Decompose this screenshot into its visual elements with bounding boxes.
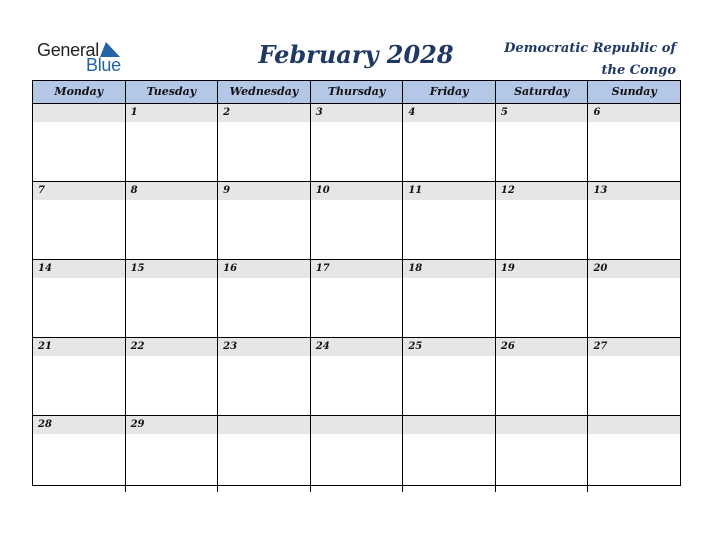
day-cell[interactable] [33, 338, 125, 415]
week-row-1 [33, 104, 680, 182]
day-number [311, 416, 403, 434]
day-cell[interactable] [402, 260, 495, 337]
day-number [403, 416, 495, 434]
day-number: 4 [403, 104, 495, 122]
day-cell[interactable] [402, 338, 495, 415]
day-cell[interactable] [587, 416, 680, 492]
day-cell[interactable] [587, 104, 680, 181]
day-cell[interactable] [125, 416, 218, 492]
weekday-sunday: Sunday [587, 81, 680, 103]
day-number: 18 [403, 260, 495, 278]
day-cell[interactable] [495, 338, 588, 415]
day-number [33, 104, 125, 122]
day-cell[interactable] [310, 338, 403, 415]
week-row-5 [33, 416, 680, 492]
day-cell[interactable] [402, 182, 495, 259]
day-number: 25 [403, 338, 495, 356]
day-number: 22 [126, 338, 218, 356]
day-number [496, 416, 588, 434]
day-cell[interactable] [587, 260, 680, 337]
day-number: 10 [311, 182, 403, 200]
weekday-thursday: Thursday [310, 81, 403, 103]
day-cell[interactable] [217, 416, 310, 492]
calendar-title: February 2028 [258, 40, 454, 69]
day-number: 28 [33, 416, 125, 434]
day-number: 14 [33, 260, 125, 278]
day-number [588, 416, 680, 434]
day-cell[interactable] [495, 182, 588, 259]
day-cell[interactable] [125, 182, 218, 259]
weekday-header-row [33, 81, 680, 104]
day-number: 27 [588, 338, 680, 356]
calendar-grid [32, 80, 681, 486]
weekday-wednesday: Wednesday [217, 81, 310, 103]
day-cell[interactable] [33, 260, 125, 337]
day-cell[interactable] [33, 182, 125, 259]
day-cell[interactable] [217, 338, 310, 415]
day-number: 2 [218, 104, 310, 122]
country-line-1: Democratic Republic of [504, 41, 676, 56]
day-number: 7 [33, 182, 125, 200]
day-number: 15 [126, 260, 218, 278]
day-number: 9 [218, 182, 310, 200]
day-cell[interactable] [125, 104, 218, 181]
day-number: 6 [588, 104, 680, 122]
day-cell[interactable] [495, 416, 588, 492]
day-cell[interactable] [402, 104, 495, 181]
day-number: 5 [496, 104, 588, 122]
day-number: 17 [311, 260, 403, 278]
week-row-4 [33, 338, 680, 416]
day-cell[interactable] [495, 104, 588, 181]
day-cell[interactable] [125, 338, 218, 415]
day-cell[interactable] [402, 416, 495, 492]
day-cell[interactable] [310, 416, 403, 492]
day-number: 1 [126, 104, 218, 122]
generalblue-logo [37, 40, 137, 76]
day-number: 29 [126, 416, 218, 434]
day-cell[interactable] [33, 104, 125, 181]
day-cell[interactable] [217, 182, 310, 259]
day-cell[interactable] [587, 182, 680, 259]
day-number: 11 [403, 182, 495, 200]
day-cell[interactable] [217, 104, 310, 181]
day-number [218, 416, 310, 434]
week-row-2 [33, 182, 680, 260]
weekday-monday: Monday [54, 85, 104, 98]
day-number: 12 [496, 182, 588, 200]
day-number: 21 [33, 338, 125, 356]
day-number: 23 [218, 338, 310, 356]
day-cell[interactable] [587, 338, 680, 415]
day-cell[interactable] [310, 182, 403, 259]
logo-word-general: General [37, 40, 99, 60]
weekday-friday: Friday [402, 81, 495, 103]
logo-word-blue: Blue [86, 55, 121, 75]
day-number: 13 [588, 182, 680, 200]
weekday-saturday: Saturday [495, 81, 588, 103]
day-cell[interactable] [310, 104, 403, 181]
day-number: 20 [588, 260, 680, 278]
day-cell[interactable] [33, 416, 125, 492]
country-line-2: the Congo [601, 63, 676, 78]
day-number: 3 [311, 104, 403, 122]
day-cell[interactable] [310, 260, 403, 337]
day-number: 26 [496, 338, 588, 356]
day-cell[interactable] [217, 260, 310, 337]
day-cell[interactable] [125, 260, 218, 337]
weekday-tuesday: Tuesday [125, 81, 218, 103]
country-name [476, 38, 676, 82]
day-number: 24 [311, 338, 403, 356]
day-cell[interactable] [495, 260, 588, 337]
week-row-3 [33, 260, 680, 338]
day-number: 19 [496, 260, 588, 278]
day-number: 16 [218, 260, 310, 278]
day-number: 8 [126, 182, 218, 200]
